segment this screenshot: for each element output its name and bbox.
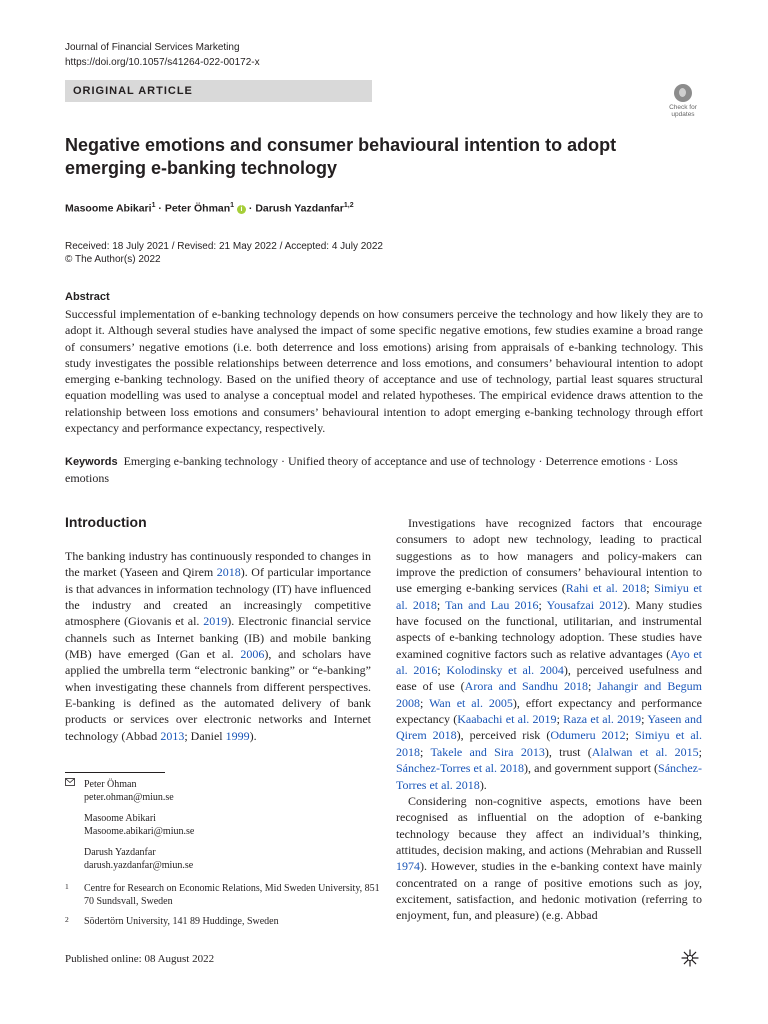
article-title: Negative emotions and consumer behavioural intention to adopt emerging e-banking technology	[65, 135, 617, 178]
citation-link[interactable]: Sánchez-Torres et al. 2018	[396, 761, 525, 776]
body-text: ).	[479, 777, 487, 792]
abstract-heading: Abstract	[65, 291, 110, 303]
journal-header	[65, 40, 260, 70]
intro-paragraph	[396, 793, 702, 924]
author-name[interactable]: Darush Yazdanfar	[255, 202, 344, 215]
keywords-text: Emerging e-banking technology · Unified theory of acceptance and use of technology · Deterrence emotions · Loss emotions	[65, 454, 678, 485]
journal-name: Journal of Financial Services Marketing	[65, 42, 240, 53]
body-text: ). Electronic financial service channels such as Internet banking (IB) and mobile banking (MB) have emerged (Gan et al.	[65, 614, 371, 662]
intro-paragraph	[396, 515, 702, 793]
affiliation-text: Centre for Research on Economic Relations, Mid Sweden University, 851 70 Sundsvall, Sweden	[84, 883, 380, 907]
citation-link[interactable]: Yaseen and Qirem 2018	[396, 712, 702, 743]
article-type-label: ORIGINAL ARTICLE	[73, 85, 193, 97]
citation-link[interactable]: 2013	[160, 728, 185, 743]
affiliation-number: 1	[65, 882, 69, 891]
body-text: ). However, studies in the e-banking context have mainly concentrated on a range of positive emotions such as joy, excitement, satisfaction, and hedonic motivation (referring to enjoyment, fun, and pleasure) (e.g. Abbad	[396, 859, 702, 923]
citation-link[interactable]: 2019	[203, 614, 228, 629]
body-text: ;	[538, 597, 547, 612]
citation-link[interactable]: Kaabachi et al. 2019	[457, 712, 557, 727]
article-type-banner	[65, 80, 372, 102]
author-name[interactable]: Masoome Abikari	[65, 202, 152, 215]
body-text: ;	[625, 728, 635, 743]
body-text: ;	[436, 597, 446, 612]
publisher-logo-icon	[680, 948, 700, 968]
body-text: Considering non-cognitive aspects, emotions have been recognised as influential on the adoption of e-banking technology because they affect an individual’s thinking, attitudes, decision making, and actions (Mehrabian and Russell	[396, 793, 702, 857]
citation-link[interactable]: Simiyu et al. 2018	[396, 581, 702, 612]
citation-link[interactable]: Takele and Sira 2013	[430, 744, 545, 759]
body-text: ), trust (	[544, 744, 592, 759]
body-text: ), perceived usefulness and ease of use (	[396, 663, 702, 694]
body-text: The banking industry has continuously responded to changes in the market (Yaseen and Qirem	[65, 549, 371, 580]
body-text: ;	[698, 744, 702, 759]
history-dates: Received: 18 July 2021 / Revised: 21 May 2022 / Accepted: 4 July 2022	[65, 241, 383, 252]
body-text: ;	[437, 663, 447, 678]
author-separator: ·	[246, 202, 256, 215]
author-contact-email[interactable]: Masoome.abikari@miun.se	[84, 826, 195, 837]
copyright-line: © The Author(s) 2022	[65, 254, 161, 265]
body-text: ).	[249, 728, 257, 743]
body-text: ), and scholars have applied the umbrella term “electronic banking” or “e-banking” when investigating these channels from different perspectives. E-banking is defined as the automated delivery of bank products or services over electronic networks and Internet technology (Abbad	[65, 647, 372, 743]
citation-link[interactable]: Kolodinsky et al. 2004	[446, 663, 564, 678]
citation-link[interactable]: 1999	[225, 728, 250, 743]
corresponding-email[interactable]: peter.ohman@miun.se	[84, 792, 174, 803]
body-text: ;	[556, 712, 564, 727]
citation-link[interactable]: Jahangir and Begum 2008	[396, 679, 702, 710]
body-text: ), effort expectancy and performance expectancy (	[396, 695, 702, 727]
author-contact-name: Darush Yazdanfar	[84, 847, 156, 858]
citation-link[interactable]: Rahi et al. 2018	[565, 581, 647, 596]
doi-link[interactable]: https://doi.org/10.1057/s41264-022-00172-x	[65, 57, 260, 68]
citation-link[interactable]: Yousafzai 2012	[546, 597, 624, 612]
affiliation-text: Södertörn University, 141 89 Huddinge, Sweden	[84, 916, 279, 927]
body-text: ), perceived risk (	[456, 728, 551, 743]
citation-link[interactable]: Tan and Lau 2016	[445, 597, 539, 612]
citation-link[interactable]: 1974	[396, 859, 420, 874]
citation-link[interactable]: Odumeru 2012	[550, 728, 626, 743]
corresponding-name: Peter Öhman	[84, 779, 137, 790]
citation-link[interactable]: 2018	[216, 565, 241, 580]
check-updates-icon	[674, 84, 692, 102]
body-text: ; Daniel	[184, 728, 226, 743]
body-text: ). Many studies have focused on the functional, utilitarian, and instrumental aspects of e-banking technology adoption. These studies have examined cognitive factors such as relative advantages (	[396, 597, 702, 661]
body-text: ). Of particular importance is that advances in information technology (IT) have influenced the industry and created an increasingly competitive atmosphere (Giovanis et al.	[65, 565, 371, 629]
body-text: ;	[420, 695, 430, 710]
citation-link[interactable]: Simiyu et al. 2018	[396, 728, 702, 759]
intro-column-left	[65, 548, 371, 744]
badge-line-2: updates	[671, 111, 695, 118]
affiliation-number: 2	[65, 915, 69, 924]
author-affiliation-mark: 1	[230, 202, 235, 209]
intro-column-right	[396, 515, 702, 924]
citation-link[interactable]: Arora and Sandhu 2018	[464, 679, 588, 694]
citation-link[interactable]: Sánchez-Torres et al. 2018	[396, 761, 702, 792]
author-name[interactable]: Peter Öhman	[164, 202, 231, 215]
citation-link[interactable]: Ayo et al. 2016	[396, 646, 702, 678]
footnote-divider	[65, 772, 165, 773]
body-text: ), and government support (	[524, 761, 659, 776]
envelope-icon	[65, 778, 75, 789]
author-separator: ·	[155, 202, 165, 215]
badge-line-1: Check for	[669, 104, 697, 111]
badge-text	[664, 104, 702, 118]
author-contact-name: Masoome Abikari	[84, 813, 156, 824]
keywords-block	[65, 453, 705, 486]
abstract-text: Successful implementation of e-banking technology depends on how consumers perceive the technology and how likely they are to adopt it. Although several studies have analysed the impact of some specific negative emotions, few studies examine a broad range of consumers’ negative emotions (i.e. both deterrence and loss emotions) arising from appraisals of e-banking technology. This study investigates the possible relationships between deterrence and loss emotions, and consumers’ behavioural intention to adopt emerging e-banking technology. Based on the unified theory of acceptance and use of technology, partial least squares structural equation modelling was used to analyse a conceptual model and related hypotheses. The empirical evidence draws attention to the relationship between loss emotions and consumers’ behavioural intention to adopt emerging e-banking technology through effort expectancy and performance expectancy, respectively.	[65, 307, 703, 436]
introduction-heading: Introduction	[65, 514, 147, 530]
author-affiliation-mark: 1,2	[343, 202, 354, 209]
published-date: Published online: 08 August 2022	[65, 953, 215, 965]
orcid-icon[interactable]: i	[237, 205, 246, 214]
body-text: ;	[587, 679, 598, 694]
citation-link[interactable]: Wan et al. 2005	[429, 695, 513, 710]
author-contact-email[interactable]: darush.yazdanfar@miun.se	[84, 860, 194, 871]
citation-link[interactable]: 2006	[240, 647, 265, 662]
body-text: ;	[420, 744, 431, 759]
body-text: ;	[641, 712, 648, 727]
correspondence-block	[84, 778, 194, 872]
author-affiliation-mark: 1	[151, 202, 156, 209]
citation-link[interactable]: Raza et al. 2019	[563, 712, 642, 727]
citation-link[interactable]: Alalwan et al. 2015	[591, 744, 699, 759]
body-text: ;	[646, 581, 655, 596]
keywords-label: Keywords	[65, 456, 118, 468]
check-for-updates-badge[interactable]	[664, 84, 702, 124]
author-list	[65, 202, 354, 215]
article-dates	[65, 240, 383, 266]
body-text: Investigations have recognized factors that encourage consumers to adopt new technology, leading to practical suggestions as to how managers and policy-makers can improve the prediction of consumers’ behavioural intention to use emerging e-banking services (	[396, 516, 702, 596]
